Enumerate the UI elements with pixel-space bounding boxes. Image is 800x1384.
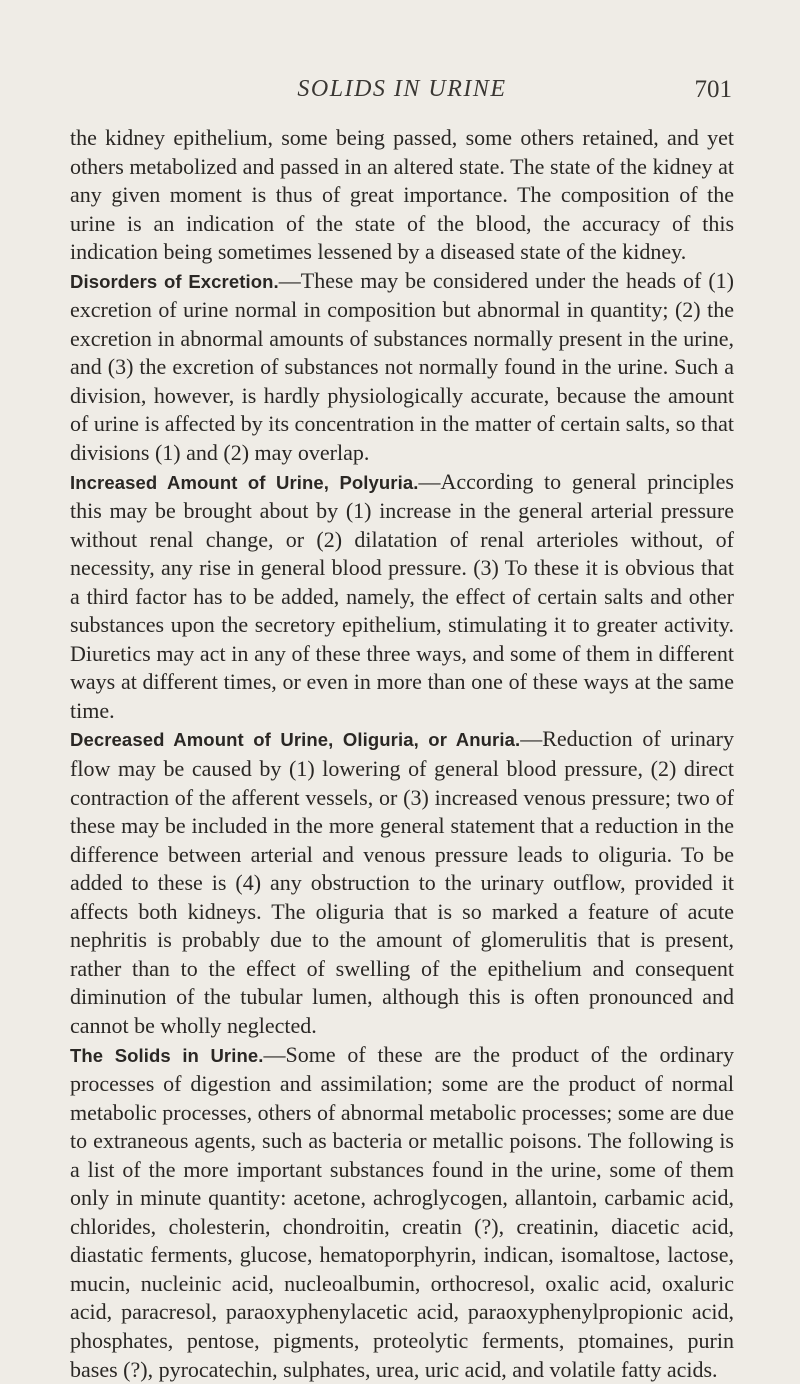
paragraph-continuation [70, 124, 734, 267]
paragraph-text: —According to general principles this may be brought about by (1) increase in the general arterial pressure without renal change, or (2) dilatation of renal arterioles without, of necessity, any rise in general blood pressure. (3) To these it is obvious that a third factor has to be added, namely, the effect of certain salts and other substances upon the secretory epithelium, stimulating it to greater activity. Diuretics may act in any of these three ways, and some of them in different ways at different times, or even in more than one of these ways at the same time. [70, 469, 734, 723]
running-title: SOLIDS IN URINE [70, 76, 734, 103]
paragraph-polyuria [70, 468, 734, 726]
paragraph-oliguria [70, 725, 734, 1040]
section-heading: The Solids in Urine. [70, 1045, 264, 1066]
section-heading: Increased Amount of Urine, Polyuria. [70, 472, 418, 493]
paragraph-text: the kidney epithelium, some being passed, some others retained, and yet others metabolized and passed in an altered state. The state of the kidney at any given moment is thus of great importance. The composition of the urine is an indication of the state of the blood, the accuracy of this indication being sometimes lessened by a diseased state of the kidney. [70, 125, 734, 264]
running-head [70, 64, 734, 100]
page-number: 701 [695, 76, 733, 104]
paragraph-text: —These may be considered under the heads of (1) excretion of urine normal in composition but abnormal in quantity; (2) the excretion in abnormal amounts of substances normally present in the urine, and (3) the excretion of substances not normally found in the urine. Such a division, however, is hardly physiologically accurate, because the amount of urine is affected by its concentration in the matter of certain salts, so that divisions (1) and (2) may overlap. [70, 268, 734, 465]
paragraph-disorders-of-excretion [70, 267, 734, 468]
section-heading: Disorders of Excretion. [70, 271, 279, 292]
paragraph-text: —Some of these are the product of the ordinary processes of digestion and assimilation; some are the product of normal metabolic processes, others of abnormal metabolic processes; some are due to extraneous agents, such as bacteria or metallic poisons. The following is a list of the more important substances found in the urine, some of them only in minute quantity: acetone, achroglycogen, allantoin, carbamic acid, chlorides, cholesterin, chondroitin, creatin (?), creatinin, diacetic acid, diastatic ferments, glucose, hematoporphyrin, indican, isomaltose, lactose, mucin, nucleinic acid, nucleoalbumin, orthocresol, oxalic acid, oxaluric acid, paracresol, paraoxyphenylacetic acid, paraoxyphenylpropionic acid, phosphates, pentose, pigments, proteolytic ferments, ptomaines, purin bases (?), pyrocatechin, sulphates, urea, uric acid, and volatile fatty acids. [70, 1042, 734, 1382]
section-heading: Decreased Amount of Urine, Oliguria, or Anuria. [70, 729, 520, 750]
paragraph-solids-in-urine [70, 1041, 734, 1384]
body-text [70, 124, 734, 1384]
paragraph-text: —Reduction of urinary flow may be caused by (1) lowering of general blood pressure, (2) direct contraction of the afferent vessels, or (3) increased venous pressure; two of these may be included in the more general statement that a reduction in the difference between arterial and venous pressure leads to oliguria. To be added to these is (4) any obstruction to the urinary outflow, provided it affects both kidneys. The oliguria that is so marked a feature of acute nephritis is probably due to the amount of glomerulitis that is present, rather than to the effect of swelling of the epithelium and consequent diminution of the tubular lumen, although this is often pronounced and cannot be wholly neglected. [70, 726, 734, 1037]
